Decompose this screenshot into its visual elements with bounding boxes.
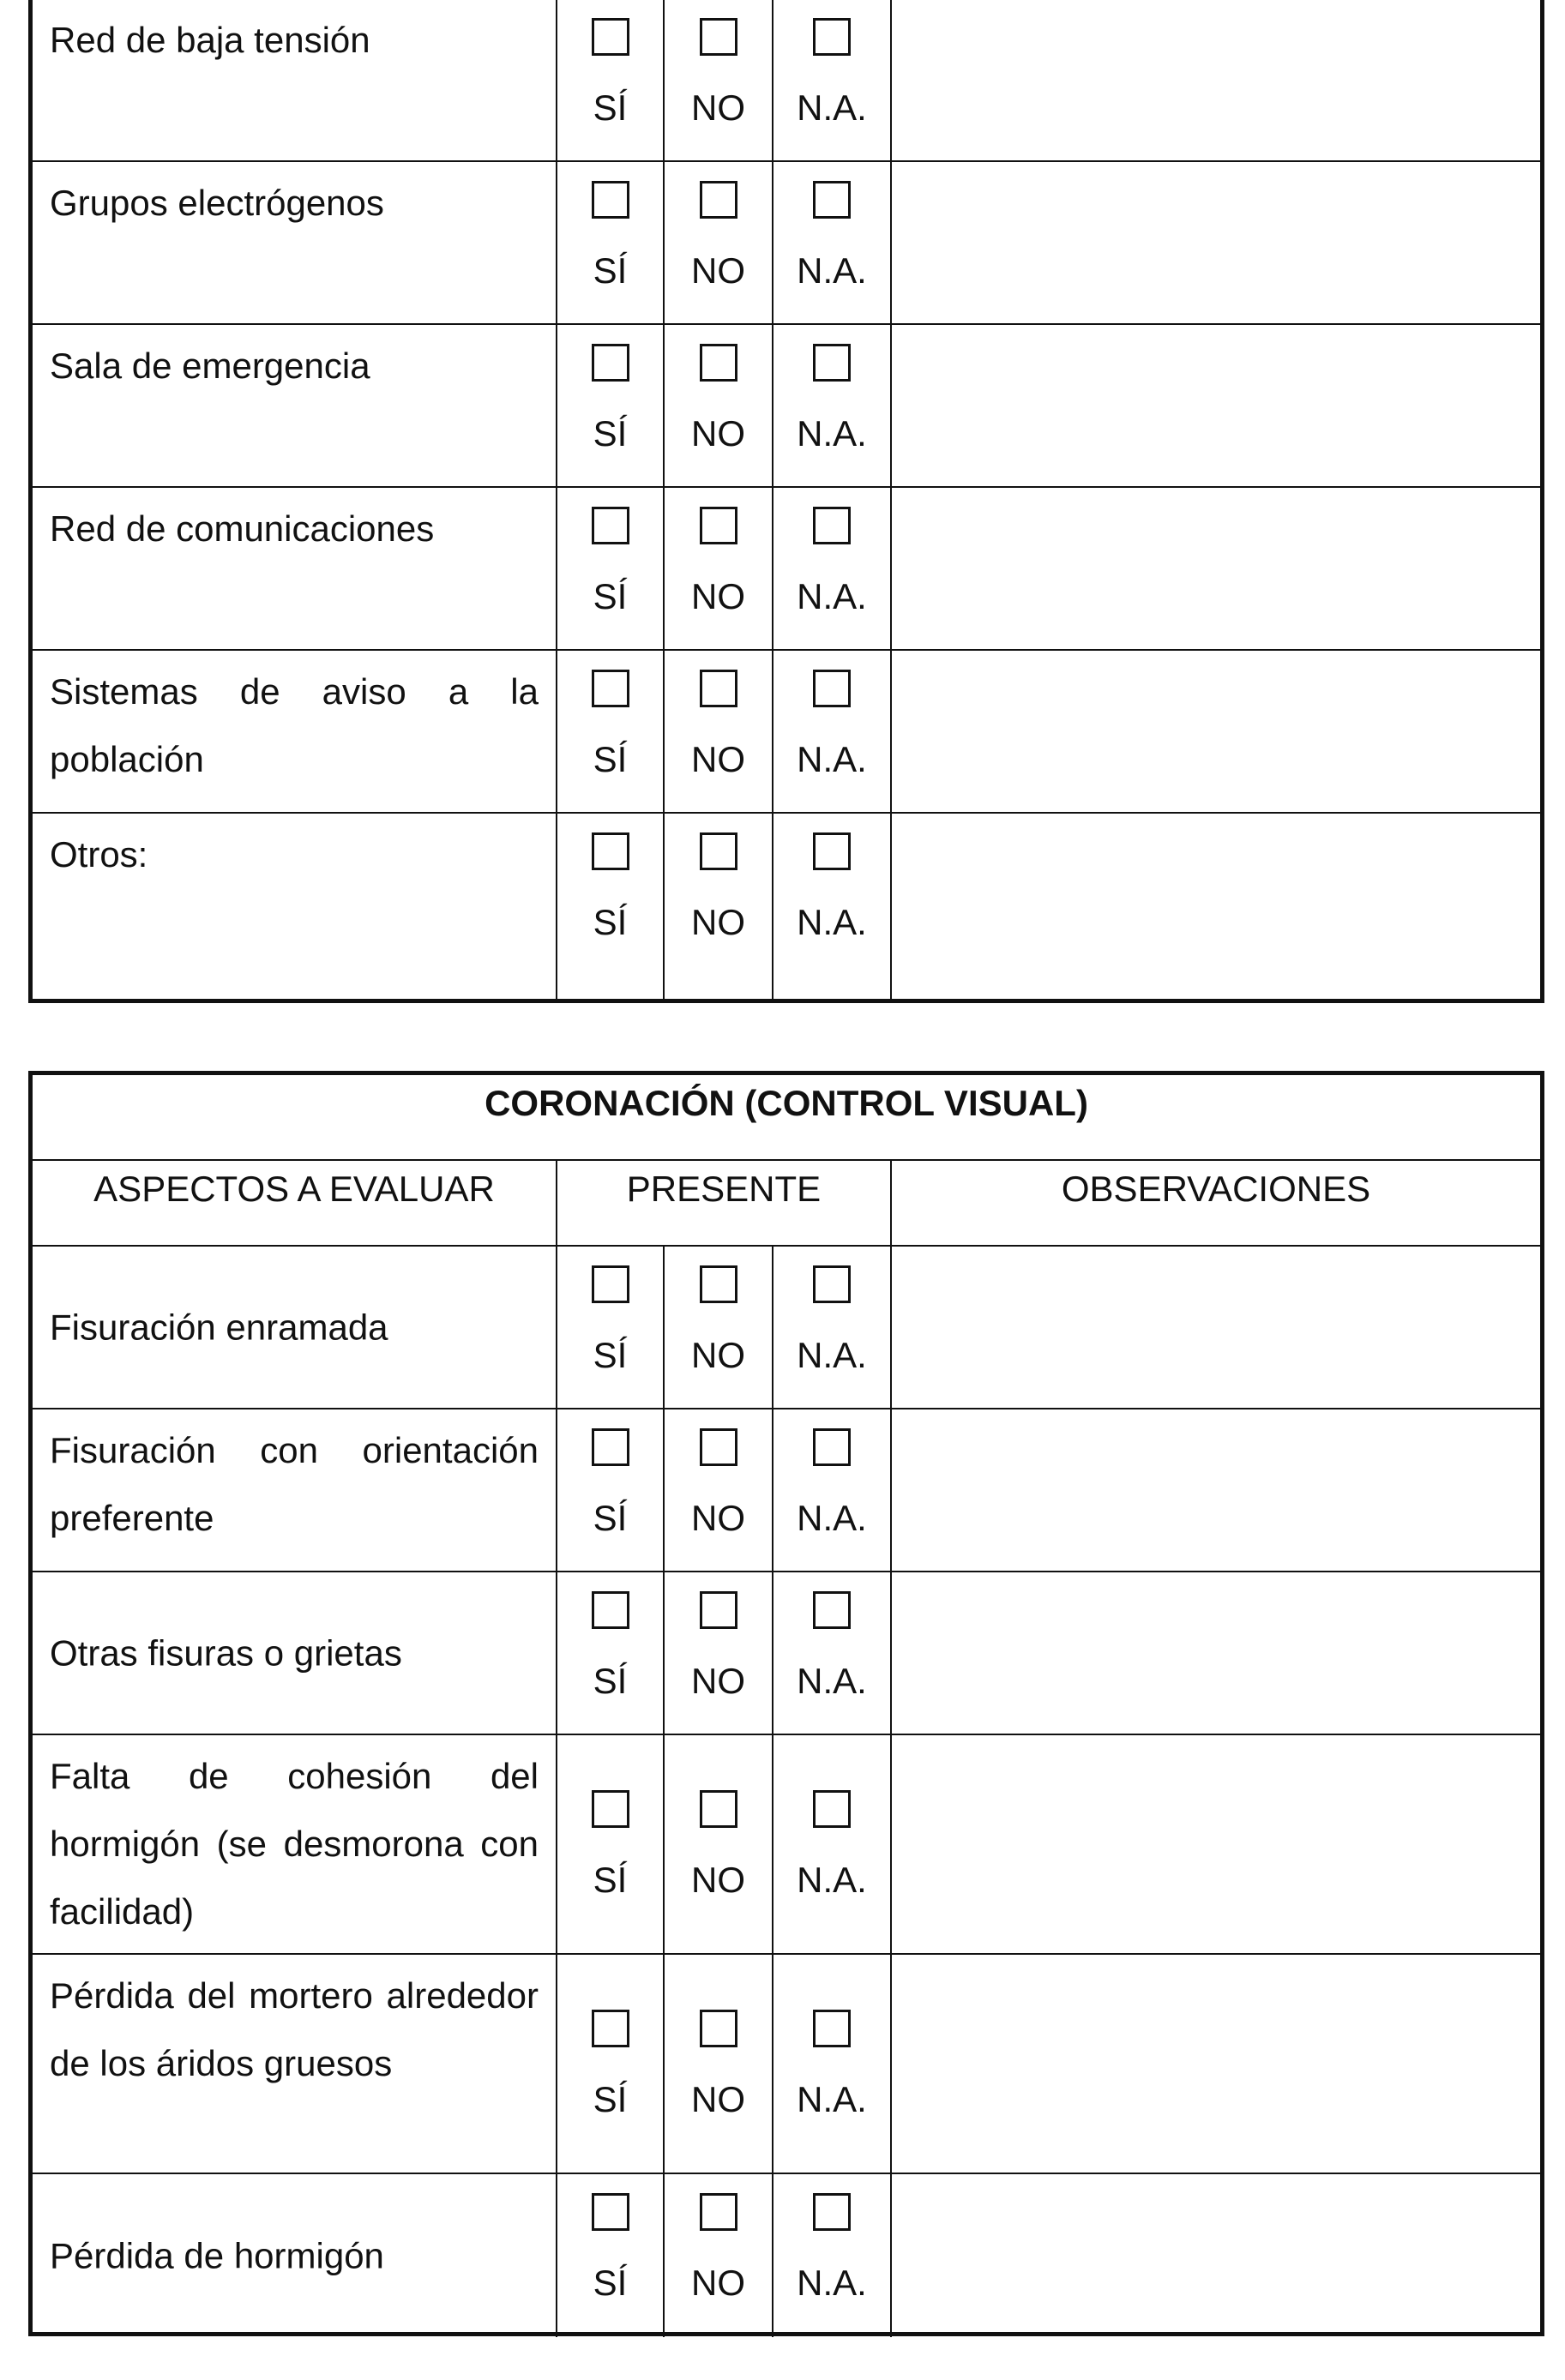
header-present-label: PRESENTE <box>626 1169 822 1209</box>
header-observations <box>892 1161 1540 1245</box>
checkbox-yes[interactable] <box>592 507 629 544</box>
option-yes[interactable] <box>557 488 665 649</box>
label-no: NO <box>691 250 745 291</box>
checkbox-na[interactable] <box>813 1428 851 1466</box>
label-no: NO <box>691 1860 745 1900</box>
header-aspects <box>33 1161 557 1245</box>
table-title: CORONACIÓN (CONTROL VISUAL) <box>485 1083 1088 1123</box>
option-no[interactable] <box>665 0 773 160</box>
checkbox-no[interactable] <box>700 344 737 382</box>
observations-cell[interactable] <box>892 1735 1540 1953</box>
label-na: N.A. <box>797 2263 867 2303</box>
aspect-label: Sistemas de aviso a la población <box>50 671 539 779</box>
label-yes: SÍ <box>593 2079 628 2119</box>
label-na: N.A. <box>797 576 867 616</box>
option-yes[interactable] <box>557 651 665 812</box>
label-na: N.A. <box>797 250 867 291</box>
table-row <box>33 488 1540 651</box>
header-observations-label: OBSERVACIONES <box>1061 1169 1371 1209</box>
checkbox-yes[interactable] <box>592 1428 629 1466</box>
checkbox-no[interactable] <box>700 832 737 870</box>
option-na[interactable] <box>773 1572 892 1734</box>
checkbox-no[interactable] <box>700 1790 737 1828</box>
checkbox-na[interactable] <box>813 507 851 544</box>
option-na[interactable] <box>773 2174 892 2337</box>
checkbox-no[interactable] <box>700 18 737 56</box>
table-row <box>33 1735 1540 1955</box>
checkbox-na[interactable] <box>813 181 851 219</box>
option-na[interactable] <box>773 0 892 160</box>
aspect-cell <box>33 1409 557 1571</box>
header-present <box>557 1161 892 1245</box>
observations-cell[interactable] <box>892 2174 1540 2337</box>
checkbox-yes[interactable] <box>592 2193 629 2231</box>
checkbox-yes[interactable] <box>592 670 629 707</box>
observations-cell[interactable] <box>892 325 1540 486</box>
checkbox-no[interactable] <box>700 2010 737 2047</box>
checkbox-yes[interactable] <box>592 1265 629 1303</box>
label-na: N.A. <box>797 1498 867 1538</box>
observations-cell[interactable] <box>892 0 1540 160</box>
label-yes: SÍ <box>593 902 628 942</box>
table-header-row <box>33 1161 1540 1247</box>
label-na: N.A. <box>797 1335 867 1375</box>
aspect-cell <box>33 0 557 160</box>
checkbox-no[interactable] <box>700 2193 737 2231</box>
checkbox-na[interactable] <box>813 2193 851 2231</box>
table-row <box>33 1572 1540 1735</box>
label-no: NO <box>691 1335 745 1375</box>
label-yes: SÍ <box>593 413 628 454</box>
label-na: N.A. <box>797 739 867 779</box>
label-yes: SÍ <box>593 1498 628 1538</box>
label-na: N.A. <box>797 2079 867 2119</box>
option-no[interactable] <box>665 814 773 999</box>
option-no[interactable] <box>665 1735 773 1953</box>
checkbox-no[interactable] <box>700 1428 737 1466</box>
table-row <box>33 162 1540 325</box>
table-row <box>33 2174 1540 2337</box>
checkbox-na[interactable] <box>813 832 851 870</box>
option-na[interactable] <box>773 1955 892 2173</box>
label-yes: SÍ <box>593 250 628 291</box>
aspect-cell <box>33 1572 557 1734</box>
label-no: NO <box>691 1498 745 1538</box>
option-yes[interactable] <box>557 1247 665 1408</box>
aspect-label: Fisuración con orientación preferente <box>50 1430 539 1538</box>
checkbox-no[interactable] <box>700 507 737 544</box>
aspect-label: Pérdida del mortero alrededor de los áridos gruesos <box>50 1975 539 2083</box>
aspect-cell <box>33 651 557 812</box>
label-yes: SÍ <box>593 1661 628 1701</box>
checkbox-yes[interactable] <box>592 2010 629 2047</box>
label-na: N.A. <box>797 902 867 942</box>
option-yes[interactable] <box>557 1409 665 1571</box>
checkbox-na[interactable] <box>813 1591 851 1629</box>
checkbox-na[interactable] <box>813 670 851 707</box>
label-no: NO <box>691 2079 745 2119</box>
checklist-table-coronacion <box>28 1071 1544 2336</box>
option-na[interactable] <box>773 1409 892 1571</box>
option-no[interactable] <box>665 1572 773 1734</box>
label-no: NO <box>691 576 745 616</box>
option-no[interactable] <box>665 325 773 486</box>
option-na[interactable] <box>773 162 892 323</box>
aspect-cell <box>33 325 557 486</box>
aspect-label: Falta de cohesión del hormigón (se desmorona con facilidad) <box>50 1756 539 1932</box>
checkbox-na[interactable] <box>813 18 851 56</box>
checkbox-yes[interactable] <box>592 1591 629 1629</box>
label-yes: SÍ <box>593 1335 628 1375</box>
label-yes: SÍ <box>593 2263 628 2303</box>
option-yes[interactable] <box>557 1955 665 2173</box>
label-no: NO <box>691 902 745 942</box>
label-na: N.A. <box>797 87 867 128</box>
table-row <box>33 325 1540 488</box>
option-yes[interactable] <box>557 325 665 486</box>
label-no: NO <box>691 1661 745 1701</box>
observations-cell[interactable] <box>892 162 1540 323</box>
table-row <box>33 651 1540 814</box>
aspect-label: Sala de emergencia <box>50 346 370 386</box>
table-row <box>33 0 1540 162</box>
option-no[interactable] <box>665 2174 773 2337</box>
observations-cell[interactable] <box>892 814 1540 999</box>
checkbox-no[interactable] <box>700 670 737 707</box>
aspect-cell <box>33 1247 557 1408</box>
aspect-label: Otros: <box>50 834 148 874</box>
label-yes: SÍ <box>593 576 628 616</box>
aspect-label: Red de baja tensión <box>50 20 370 60</box>
aspect-label: Red de comunicaciones <box>50 508 435 549</box>
checkbox-no[interactable] <box>700 1591 737 1629</box>
label-no: NO <box>691 2263 745 2303</box>
checkbox-na[interactable] <box>813 1790 851 1828</box>
observations-cell[interactable] <box>892 488 1540 649</box>
option-na[interactable] <box>773 488 892 649</box>
aspect-cell <box>33 1955 557 2173</box>
option-no[interactable] <box>665 162 773 323</box>
option-no[interactable] <box>665 1955 773 2173</box>
option-yes[interactable] <box>557 1735 665 1953</box>
label-yes: SÍ <box>593 1860 628 1900</box>
option-yes[interactable] <box>557 2174 665 2337</box>
checkbox-na[interactable] <box>813 2010 851 2047</box>
checkbox-yes[interactable] <box>592 1790 629 1828</box>
table-row <box>33 814 1540 999</box>
label-na: N.A. <box>797 1661 867 1701</box>
table-row <box>33 1409 1540 1572</box>
label-no: NO <box>691 87 745 128</box>
option-yes[interactable] <box>557 162 665 323</box>
aspect-label: Pérdida de hormigón <box>50 2235 384 2276</box>
label-na: N.A. <box>797 413 867 454</box>
checkbox-na[interactable] <box>813 1265 851 1303</box>
option-na[interactable] <box>773 1247 892 1408</box>
option-na[interactable] <box>773 325 892 486</box>
observations-cell[interactable] <box>892 1572 1540 1734</box>
observations-cell[interactable] <box>892 1955 1540 2173</box>
option-yes[interactable] <box>557 814 665 999</box>
aspect-label: Otras fisuras o grietas <box>50 1632 402 1674</box>
checkbox-yes[interactable] <box>592 181 629 219</box>
option-no[interactable] <box>665 1247 773 1408</box>
aspect-label: Grupos electrógenos <box>50 183 384 223</box>
aspect-cell <box>33 2174 557 2337</box>
checkbox-no[interactable] <box>700 1265 737 1303</box>
table-row <box>33 1247 1540 1409</box>
checkbox-yes[interactable] <box>592 832 629 870</box>
checkbox-yes[interactable] <box>592 344 629 382</box>
table-row <box>33 1955 1540 2174</box>
aspect-cell <box>33 488 557 649</box>
option-yes[interactable] <box>557 0 665 160</box>
aspect-cell <box>33 162 557 323</box>
aspect-cell <box>33 1735 557 1953</box>
label-yes: SÍ <box>593 739 628 779</box>
checkbox-no[interactable] <box>700 181 737 219</box>
checkbox-na[interactable] <box>813 344 851 382</box>
label-na: N.A. <box>797 1860 867 1900</box>
option-no[interactable] <box>665 488 773 649</box>
label-no: NO <box>691 739 745 779</box>
observations-cell[interactable] <box>892 651 1540 812</box>
label-yes: SÍ <box>593 87 628 128</box>
table-title-row <box>33 1075 1540 1161</box>
observations-cell[interactable] <box>892 1409 1540 1571</box>
option-na[interactable] <box>773 814 892 999</box>
option-no[interactable] <box>665 651 773 812</box>
option-na[interactable] <box>773 1735 892 1953</box>
option-na[interactable] <box>773 651 892 812</box>
option-yes[interactable] <box>557 1572 665 1734</box>
checkbox-yes[interactable] <box>592 18 629 56</box>
checklist-table-top <box>28 0 1544 1003</box>
option-no[interactable] <box>665 1409 773 1571</box>
aspect-cell <box>33 814 557 999</box>
label-no: NO <box>691 413 745 454</box>
observations-cell[interactable] <box>892 1247 1540 1408</box>
header-aspects-label: ASPECTOS A EVALUAR <box>93 1169 495 1209</box>
aspect-label: Fisuración enramada <box>50 1307 388 1348</box>
